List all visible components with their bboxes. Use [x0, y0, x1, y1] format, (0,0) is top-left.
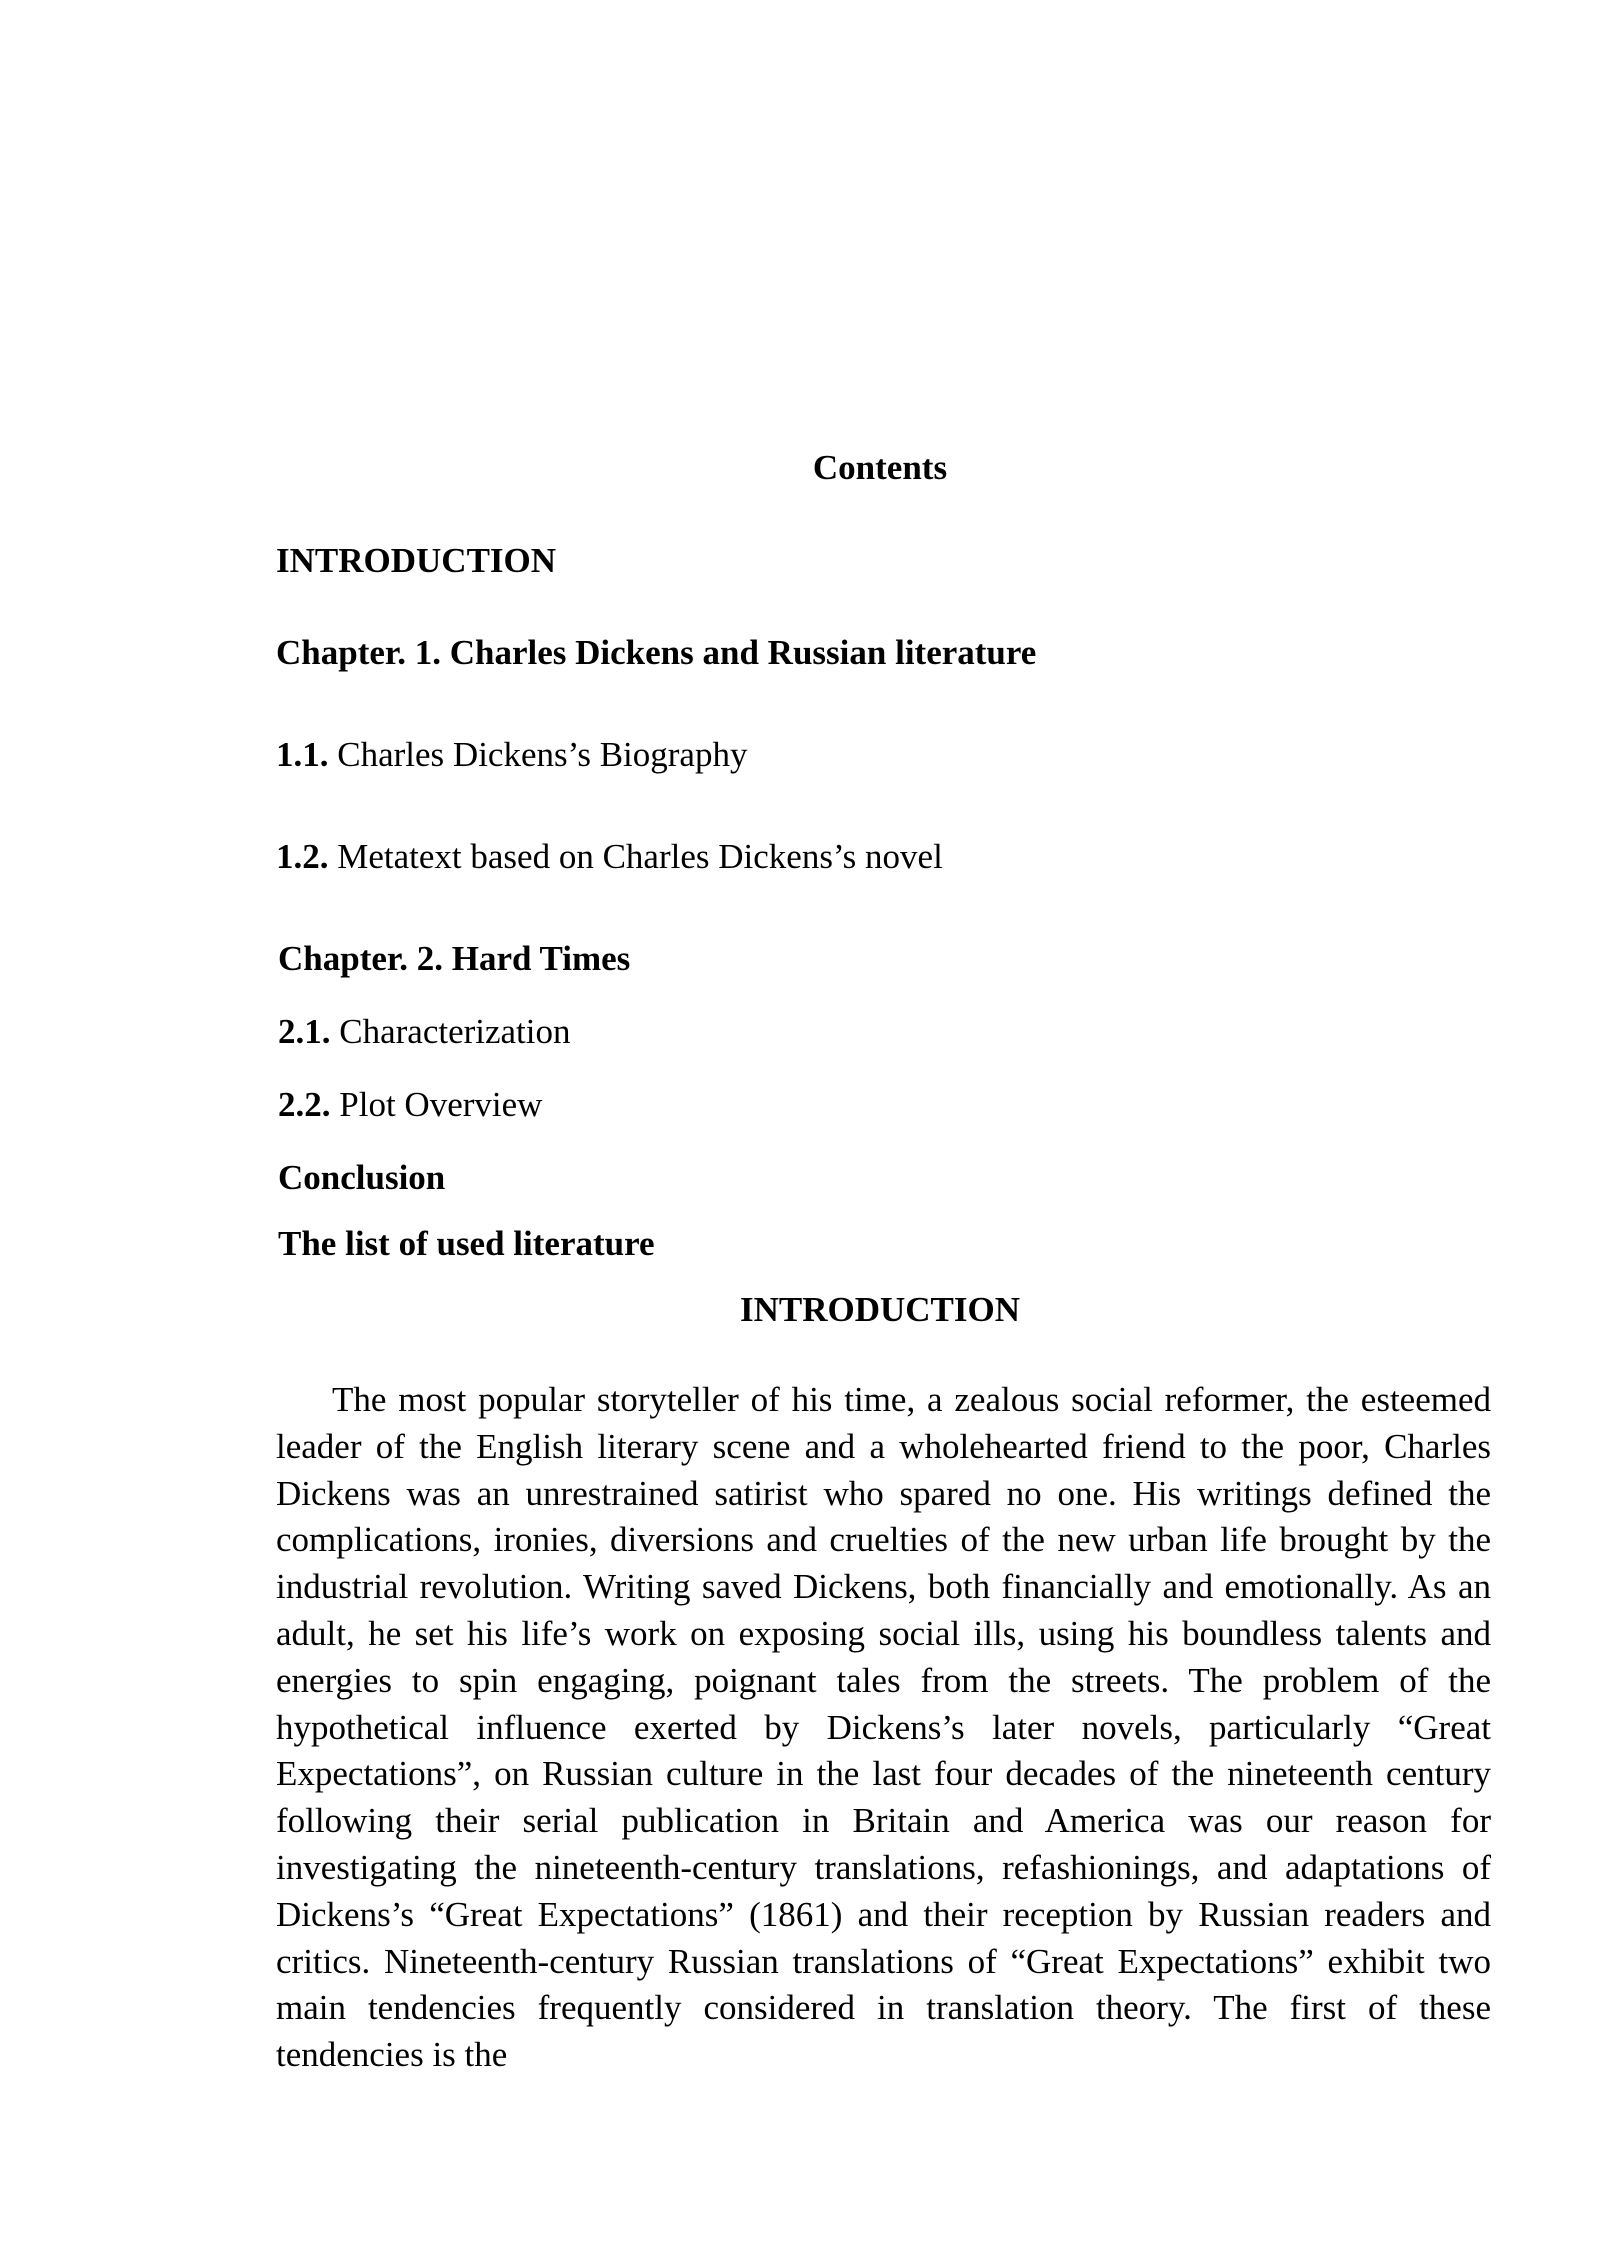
toc-section-number: 1.2. — [276, 837, 329, 876]
toc-section-label: Characterization — [339, 1012, 571, 1051]
introduction-heading: INTRODUCTION — [739, 1290, 1021, 1329]
toc-entry-chapter-1: Chapter. 1. Charles Dickens and Russian literature — [276, 633, 1037, 672]
toc-section-label: Charles Dickens’s Biography — [337, 735, 748, 774]
toc-entry-conclusion: Conclusion — [278, 1158, 446, 1197]
toc-section-number: 2.2. — [278, 1085, 331, 1124]
toc-entry-section-1-2 — [276, 835, 943, 879]
contents-heading: Contents — [812, 448, 948, 487]
introduction-paragraph: The most popular storyteller of his time, a zealous social reformer, the esteemed leader of the English literary scene and a wholehearted friend to the poor, Charles Dickens was an unrestrained satirist who spared no one. His writings defined the complications, ironies, diversions and cruelties of the new urban life brought by the industrial revolution. Writing saved Dickens, both financially and emotionally. As an adult, he set his life’s work on exposing social ills, using his boundless talents and energies to spin engaging, poignant tales from the streets. The problem of the hypothetical influence exerted by Dickens’s later novels, particularly “Great Expectations”, on Russian culture in the last four decades of the nineteenth century following their serial publication in Britain and America was our reason for investigating the nineteenth-century translations, refashionings, and adaptations of Dickens’s “Great Expectations” (1861) and their reception by Russian readers and critics. Nineteenth-century Russian translations of “Great Expectations” exhibit two main tendencies frequently considered in translation theory. The first of these tendencies is the — [276, 1380, 1491, 2075]
toc-entry-section-2-2 — [278, 1083, 542, 1127]
toc-section-number: 2.1. — [278, 1012, 331, 1051]
toc-section-number: 1.1. — [276, 735, 329, 774]
toc-entry-section-2-1 — [278, 1010, 571, 1054]
toc-section-label: Metatext based on Charles Dickens’s novel — [337, 837, 943, 876]
toc-entry-section-1-1 — [276, 733, 747, 777]
toc-entry-literature: The list of used literature — [278, 1224, 655, 1263]
toc-entry-chapter-2: Chapter. 2. Hard Times — [278, 939, 631, 978]
toc-section-label: Plot Overview — [339, 1085, 543, 1124]
toc-entry-introduction: INTRODUCTION — [276, 541, 557, 580]
